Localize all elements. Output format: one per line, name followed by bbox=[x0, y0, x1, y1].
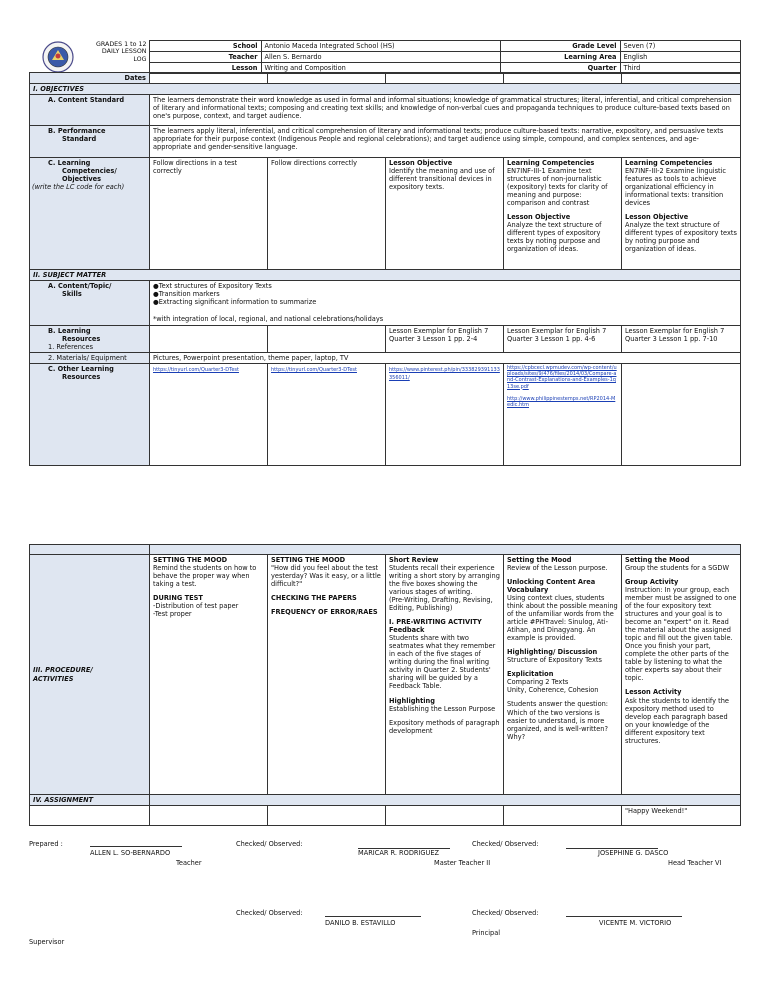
checked2-role: Head Teacher VI bbox=[668, 859, 722, 867]
lesson-log-table bbox=[29, 72, 741, 466]
lesson-value: Writing and Composition bbox=[261, 63, 500, 74]
day5-competency-text: EN7INF-III-2 Examine linguistic features as tools to achieve organizational efficiency in informational texts: transition devices bbox=[625, 167, 727, 208]
day4-setting-mood-heading: Setting the Mood bbox=[507, 556, 572, 564]
resources-line2: Resources bbox=[62, 335, 101, 344]
references-label: 1. References bbox=[48, 343, 94, 352]
log-label: LOG bbox=[133, 55, 147, 63]
procedure-day1 bbox=[150, 555, 268, 795]
checked4-signature-line bbox=[566, 916, 682, 917]
objective-day3 bbox=[386, 158, 504, 270]
procedure-line2: ACTIVITIES bbox=[33, 674, 74, 683]
teacher-label: Teacher bbox=[149, 52, 261, 63]
resource-day5 bbox=[622, 364, 741, 466]
grades-label: GRADES 1 to 12 bbox=[96, 40, 147, 48]
day4-discussion-text: Structure of Expository Texts bbox=[507, 656, 602, 665]
day5-group-activity-heading: Group Activity bbox=[625, 578, 679, 587]
materials-text: Pictures, Powerpoint presentation, theme paper, laptop, TV bbox=[150, 353, 741, 364]
grade-level-value: Seven (7) bbox=[620, 41, 740, 52]
objectives-heading: I. OBJECTIVES bbox=[30, 84, 741, 95]
performance-standard-text: The learners apply literal, inferential, and critical comprehension of literary and informational texts; produce culture-based texts: narrative, expository, and persuasive texts appropriate for their purpose context (Indigenous People and regional celebrations); and target audience using simple, compound, and complex sentences, and age-appropriate and gender-sensitive language. bbox=[150, 126, 741, 158]
reference-day3: Lesson Exemplar for English 7 Quarter 3 Lesson 1 pp. 2-4 bbox=[386, 326, 504, 353]
subject-matter-heading: II. SUBJECT MATTER bbox=[30, 270, 741, 281]
day5-setting-mood-text: Group the students for a SGDW bbox=[625, 564, 730, 573]
day3-highlighting-text: Establishing the Lesson Purpose bbox=[389, 704, 496, 713]
procedure-line1: III. PROCEDURE/ bbox=[33, 666, 93, 675]
content-standard-label: A. Content Standard bbox=[30, 95, 150, 126]
day3-review-heading: Short Review bbox=[389, 556, 439, 564]
day5-competency-heading: Learning Competencies bbox=[625, 159, 713, 168]
day2-setting-mood-text: "How did you feel about the test yesterday? Was it easy, or a little difficult?" bbox=[271, 564, 381, 589]
reference-day1 bbox=[150, 326, 268, 353]
objective-day2: Follow directions correctly bbox=[268, 158, 386, 270]
performance-standard-label bbox=[30, 126, 150, 158]
content-standard-text: The learners demonstrate their word knowledge as used in formal and informal situations; knowledge of grammatical structures; literal, inferential, and critical comprehension of literary and informational texts; composing and creating text skills; and knowledge of non-verbal cues and propaganda techniques to produce culture-based texts based on one's purpose, context, and target audience. bbox=[150, 95, 741, 126]
resource-link-day4b[interactable]: http://www.philippinestemps.net/RP2014-Medic.htm bbox=[507, 395, 616, 408]
reference-day2 bbox=[268, 326, 386, 353]
day3-review-text: Students recall their experience writing a short story by arranging the five boxes showing the various stages of writing. (Pre-Writing, Drafting, Revising, Editing, Publishing) bbox=[389, 564, 500, 613]
procedure-day2 bbox=[268, 555, 386, 795]
day2-frequency-heading: FREQUENCY OF ERROR/RAES bbox=[271, 608, 378, 617]
objective-day1: Follow directions in a test correctly bbox=[150, 158, 268, 270]
content-topic-line1: A. Content/Topic/ bbox=[48, 282, 112, 291]
day5-lesson-activity-heading: Lesson Activity bbox=[625, 688, 682, 697]
quarter-value: Third bbox=[620, 63, 740, 74]
assignment-day5: "Happy Weekend!" bbox=[622, 806, 741, 826]
integration-note: *with integration of local, regional, and national celebrations/holidays bbox=[153, 315, 384, 324]
topic-item: ●Extracting significant information to summarize bbox=[153, 298, 317, 307]
competencies-label bbox=[30, 158, 150, 270]
dates-row bbox=[30, 73, 741, 84]
topic-item: ●Text structures of Expository Texts bbox=[153, 282, 272, 291]
resource-link-day2[interactable]: https://tinyurl.com/Quarter3-DTest bbox=[271, 367, 357, 374]
date-cell bbox=[268, 73, 386, 84]
materials-label: 2. Materials/ Equipment bbox=[30, 353, 150, 364]
day5-objective-heading: Lesson Objective bbox=[625, 213, 689, 222]
lesson-label: Lesson bbox=[149, 63, 261, 74]
day2-checking-heading: CHECKING THE PAPERS bbox=[271, 594, 357, 603]
date-cell bbox=[386, 73, 504, 84]
procedure-day5 bbox=[622, 555, 741, 795]
day1-setting-mood-heading: SETTING THE MOOD bbox=[153, 556, 228, 564]
checked2-name: JOSEPHINE G. DASCO bbox=[598, 849, 669, 857]
checked1-name: MARICAR R. RODRIGUEZ bbox=[358, 849, 440, 857]
resource-link-day4a[interactable]: https://cpbcecl.wpmudev.com/wp-content/uploads/sites/9/476/files/2014/03/Compare-and-Contrast-Explanations-and-Examples-1q13se.pdf bbox=[507, 365, 617, 390]
day1-during-test-heading: DURING TEST bbox=[153, 594, 203, 603]
procedure-header-strip bbox=[150, 545, 741, 555]
resources-line1: B. Learning bbox=[48, 327, 91, 336]
procedure-label bbox=[30, 555, 150, 795]
checked3-name: DANILO B. ESTAVILLO bbox=[325, 919, 396, 927]
prepared-signature-line bbox=[90, 846, 182, 847]
other-resources-label bbox=[30, 364, 150, 466]
quarter-label: Quarter bbox=[500, 63, 620, 74]
checked-label-4: Checked/ Observed: bbox=[472, 909, 539, 917]
procedure-day4 bbox=[504, 555, 622, 795]
day5-setting-mood-heading: Setting the Mood bbox=[625, 556, 690, 564]
checked-label-2: Checked/ Observed: bbox=[472, 840, 539, 848]
procedure-day3 bbox=[386, 555, 504, 795]
other-resources-line1: C. Other Learning bbox=[48, 365, 114, 374]
day4-setting-mood-text: Review of the Lesson purpose. bbox=[507, 564, 608, 573]
checked3-signature-line bbox=[325, 916, 421, 917]
day4-competency-text: EN7INF-III-1 Examine text structures of non-journalistic (expository) texts for clarity of meaning and purpose: comparison and contrast bbox=[507, 167, 608, 208]
date-cell bbox=[504, 73, 622, 84]
learning-area-label: Learning Area bbox=[500, 52, 620, 63]
day4-explicitation-text: Comparing 2 Texts Unity, Coherence, Cohesion bbox=[507, 678, 599, 695]
date-cell bbox=[150, 73, 268, 84]
assignment-day1 bbox=[150, 806, 268, 826]
day3-prewriting-heading: I. PRE-WRITING ACTIVITY Feedback bbox=[389, 618, 482, 635]
day1-during-test-text: -Distribution of test paper -Test proper bbox=[153, 602, 239, 619]
day4-objective-heading: Lesson Objective bbox=[507, 213, 571, 222]
content-topic-text bbox=[150, 281, 741, 326]
prepared-label: Prepared : bbox=[29, 840, 63, 848]
day4-competency-heading: Learning Competencies bbox=[507, 159, 595, 168]
objective-day4 bbox=[504, 158, 622, 270]
competencies-note: (write the LC code for each) bbox=[32, 183, 125, 192]
day3-objective-heading: Lesson Objective bbox=[389, 159, 453, 168]
day5-objective-text: Analyze the text structure of different types of expository texts by noting purpose and organization of ideas. bbox=[625, 221, 737, 254]
day3-prewriting-text: Students share with two seatmates what they remember in each of the five stages of writing during the final writing activity in Quarter 2. Students' sharing will be guided by a Feedback Table. bbox=[389, 634, 496, 691]
competencies-line1: C. Learning bbox=[48, 159, 91, 168]
assignment-heading: IV. ASSIGNMENT bbox=[30, 795, 150, 806]
procedure-table bbox=[29, 544, 741, 826]
prepared-role: Teacher bbox=[176, 859, 202, 867]
content-topic-label bbox=[30, 281, 150, 326]
checked3-role: Principal bbox=[472, 929, 501, 937]
school-value: Antonio Maceda Integrated School (HS) bbox=[261, 41, 500, 52]
day4-question-text: Students answer the question: Which of the two versions is easier to understand, is more organized, and is well-written? Why? bbox=[507, 700, 609, 741]
day5-lesson-activity-text: Ask the students to identify the expository method used to develop each paragraph based on your knowledge of the different expository text structures. bbox=[625, 696, 729, 745]
objective-day5 bbox=[622, 158, 741, 270]
grade-level-label: Grade Level bbox=[500, 41, 620, 52]
reference-day5: Lesson Exemplar for English 7 Quarter 3 Lesson 1 pp. 7-10 bbox=[622, 326, 741, 353]
dates-label: Dates bbox=[30, 73, 150, 84]
performance-label-line2: Standard bbox=[62, 135, 97, 144]
date-cell bbox=[622, 73, 741, 84]
learning-resources-label bbox=[30, 326, 150, 353]
resource-link-day1[interactable]: https://tinyurl.com/Quarter3-DTest bbox=[153, 367, 239, 374]
checked1-role: Master Teacher II bbox=[434, 859, 491, 867]
school-label: School bbox=[149, 41, 261, 52]
day3-highlighting-heading: Highlighting bbox=[389, 696, 435, 705]
assignment-day3 bbox=[386, 806, 504, 826]
performance-label-line1: B. Performance bbox=[48, 127, 106, 136]
checked4-role: Supervisor bbox=[29, 938, 65, 946]
header-table bbox=[29, 40, 741, 74]
reference-day4: Lesson Exemplar for English 7 Quarter 3 Lesson 1 pp. 4-6 bbox=[504, 326, 622, 353]
checked-label-1: Checked/ Observed: bbox=[236, 840, 303, 848]
day4-discussion-heading: Highlighting/ Discussion bbox=[507, 648, 598, 657]
resource-link-day3[interactable]: https://www.pinterest.ph/pin/333829391133356011/ bbox=[389, 367, 500, 382]
day4-objective-text: Analyze the text structure of different types of expository texts by noting purpose and organization of ideas. bbox=[507, 221, 602, 254]
other-resources-line2: Resources bbox=[62, 373, 101, 382]
content-topic-line2: Skills bbox=[62, 290, 82, 299]
daily-lesson-label: DAILY LESSON bbox=[101, 48, 147, 56]
day4-vocabulary-heading: Unlocking Content Area Vocabulary bbox=[507, 578, 596, 595]
competencies-line2: Competencies/ bbox=[62, 167, 117, 176]
checked4-name: VICENTE M. VICTORIO bbox=[599, 919, 672, 927]
day5-group-activity-text: Instruction: In your group, each member must be assigned to one of the four expository text structures and your goal is to become an "expert" on it. Read the material about the assigned topic and fill out the given table. Once you finish your part, complete the other parts of the table by listening to what the other experts say about their topic. bbox=[625, 586, 737, 683]
assignment-day2 bbox=[268, 806, 386, 826]
learning-area-value: English bbox=[620, 52, 740, 63]
day2-setting-mood-heading: SETTING THE MOOD bbox=[271, 556, 346, 564]
prepared-name: ALLEN L. SO-BERNARDO bbox=[90, 849, 171, 857]
day4-explicitation-heading: Explicitation bbox=[507, 670, 554, 679]
assignment-day4 bbox=[504, 806, 622, 826]
topic-item: ●Transition markers bbox=[153, 290, 220, 299]
day3-expository-text: Expository methods of paragraph development bbox=[389, 718, 500, 735]
checked-label-3: Checked/ Observed: bbox=[236, 909, 303, 917]
day3-objective-text: Identify the meaning and use of different transitional devices in expository texts. bbox=[389, 167, 495, 192]
competencies-line3: Objectives bbox=[62, 175, 102, 184]
teacher-value: Allen S. Bernardo bbox=[261, 52, 500, 63]
day4-vocabulary-text: Using context clues, students think about the possible meaning of the unfamiliar words from the article #PHTravel: Sinulog, Ati-Atihan, and Dinagyang. An example is provided. bbox=[507, 594, 618, 643]
day1-setting-mood-text: Remind the students on how to behave the proper way when taking a test. bbox=[153, 564, 257, 589]
